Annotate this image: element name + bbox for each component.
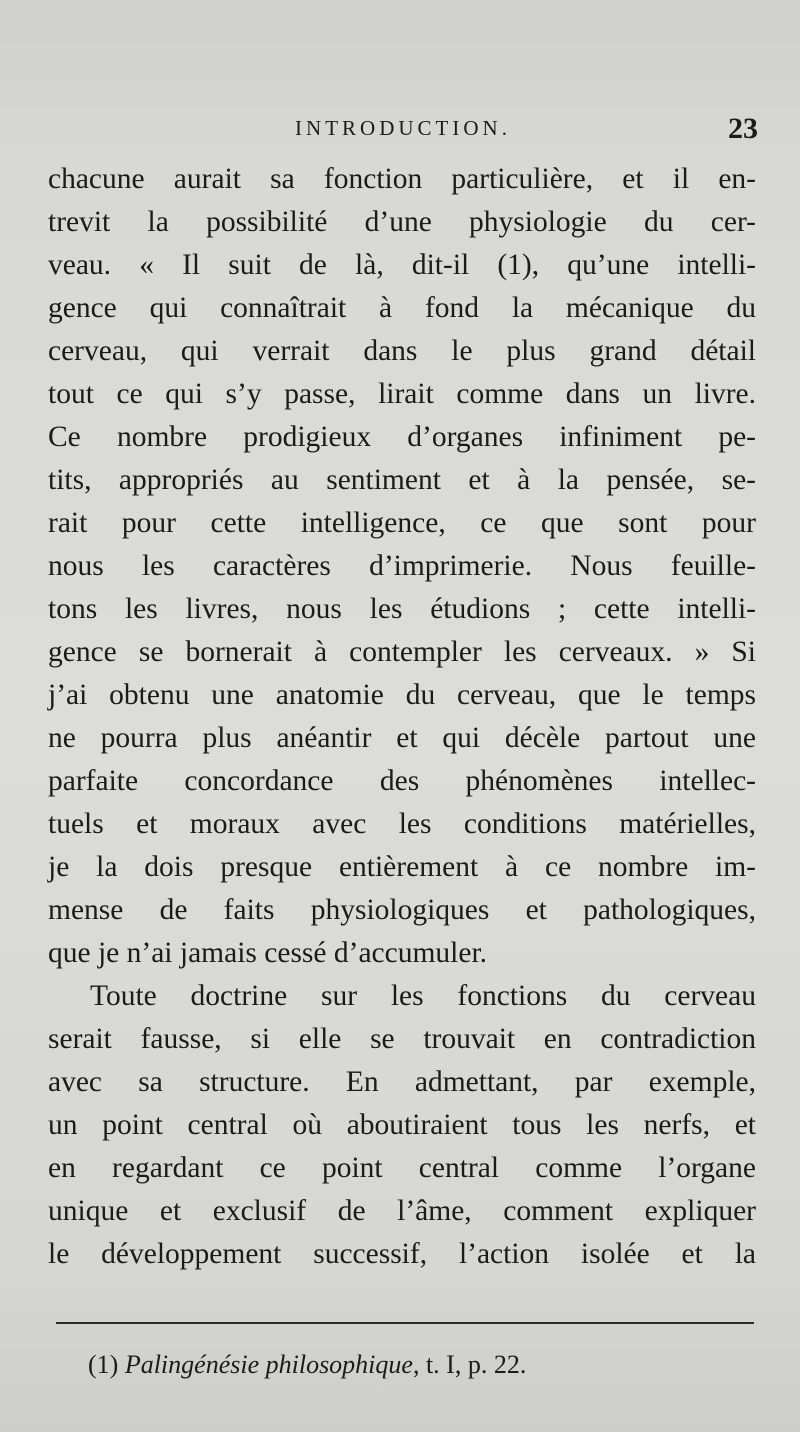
footnote-rule (56, 1322, 754, 1324)
text-line: tons les livres, nous les étudions ; cette intelli- (48, 593, 756, 625)
footnote-title: Palingénésie philosophique (124, 1350, 413, 1379)
text-line: tout ce qui s’y passe, lirait comme dans un livre. (48, 378, 756, 410)
text-line: le développement successif, l’action isolée et la (48, 1238, 756, 1270)
text-line: j’ai obtenu une anatomie du cerveau, que le temps (48, 679, 756, 711)
text-line: veau. « Il suit de là, dit-il (1), qu’une intelli- (48, 249, 756, 281)
footnote-marker: (1) (88, 1350, 119, 1379)
page-number: 23 (728, 112, 758, 145)
running-head: INTRODUCTION. (295, 116, 511, 140)
paragraph-end-line: que je n’ai jamais cessé d’accumuler. (48, 937, 488, 969)
page-header (48, 112, 758, 148)
text-line: ne pourra plus anéantir et qui décèle partout une (48, 722, 756, 754)
text-line: parfaite concordance des phénomènes intellec- (48, 765, 756, 797)
text-line: unique et exclusif de l’âme, comment expliquer (48, 1195, 756, 1227)
text-line: je la dois presque entièrement à ce nombre im- (48, 851, 756, 883)
text-line: en regardant ce point central comme l’organe (48, 1152, 756, 1184)
footnote (88, 1350, 526, 1380)
text-line: gence se bornerait à contempler les cerveaux. » Si (48, 636, 756, 668)
footnote-reference: , t. I, p. 22. (412, 1350, 527, 1379)
text-line: tuels et moraux avec les conditions matérielles, (48, 808, 756, 840)
text-line: Ce nombre prodigieux d’organes infiniment pe- (48, 421, 756, 453)
text-line: trevit la possibilité d’une physiologie du cer- (48, 206, 756, 238)
text-line: avec sa structure. En admettant, par exemple, (48, 1066, 756, 1098)
text-line: un point central où aboutiraient tous les nerfs, et (48, 1109, 756, 1141)
text-line: tits, appropriés au sentiment et à la pensée, se- (48, 464, 756, 496)
text-line: serait fausse, si elle se trouvait en contradiction (48, 1023, 756, 1055)
text-line: nous les caractères d’imprimerie. Nous feuille- (48, 550, 756, 582)
text-line: rait pour cette intelligence, ce que sont pour (48, 507, 756, 539)
paragraph-start-line: Toute doctrine sur les fonctions du cerveau (90, 980, 756, 1012)
text-line: mense de faits physiologiques et pathologiques, (48, 894, 756, 926)
text-line: gence qui connaîtrait à fond la mécanique du (48, 292, 756, 324)
body-text (48, 158, 756, 1276)
text-line: cerveau, qui verrait dans le plus grand détail (48, 335, 756, 367)
text-line: chacune aurait sa fonction particulière, et il en- (48, 163, 756, 195)
